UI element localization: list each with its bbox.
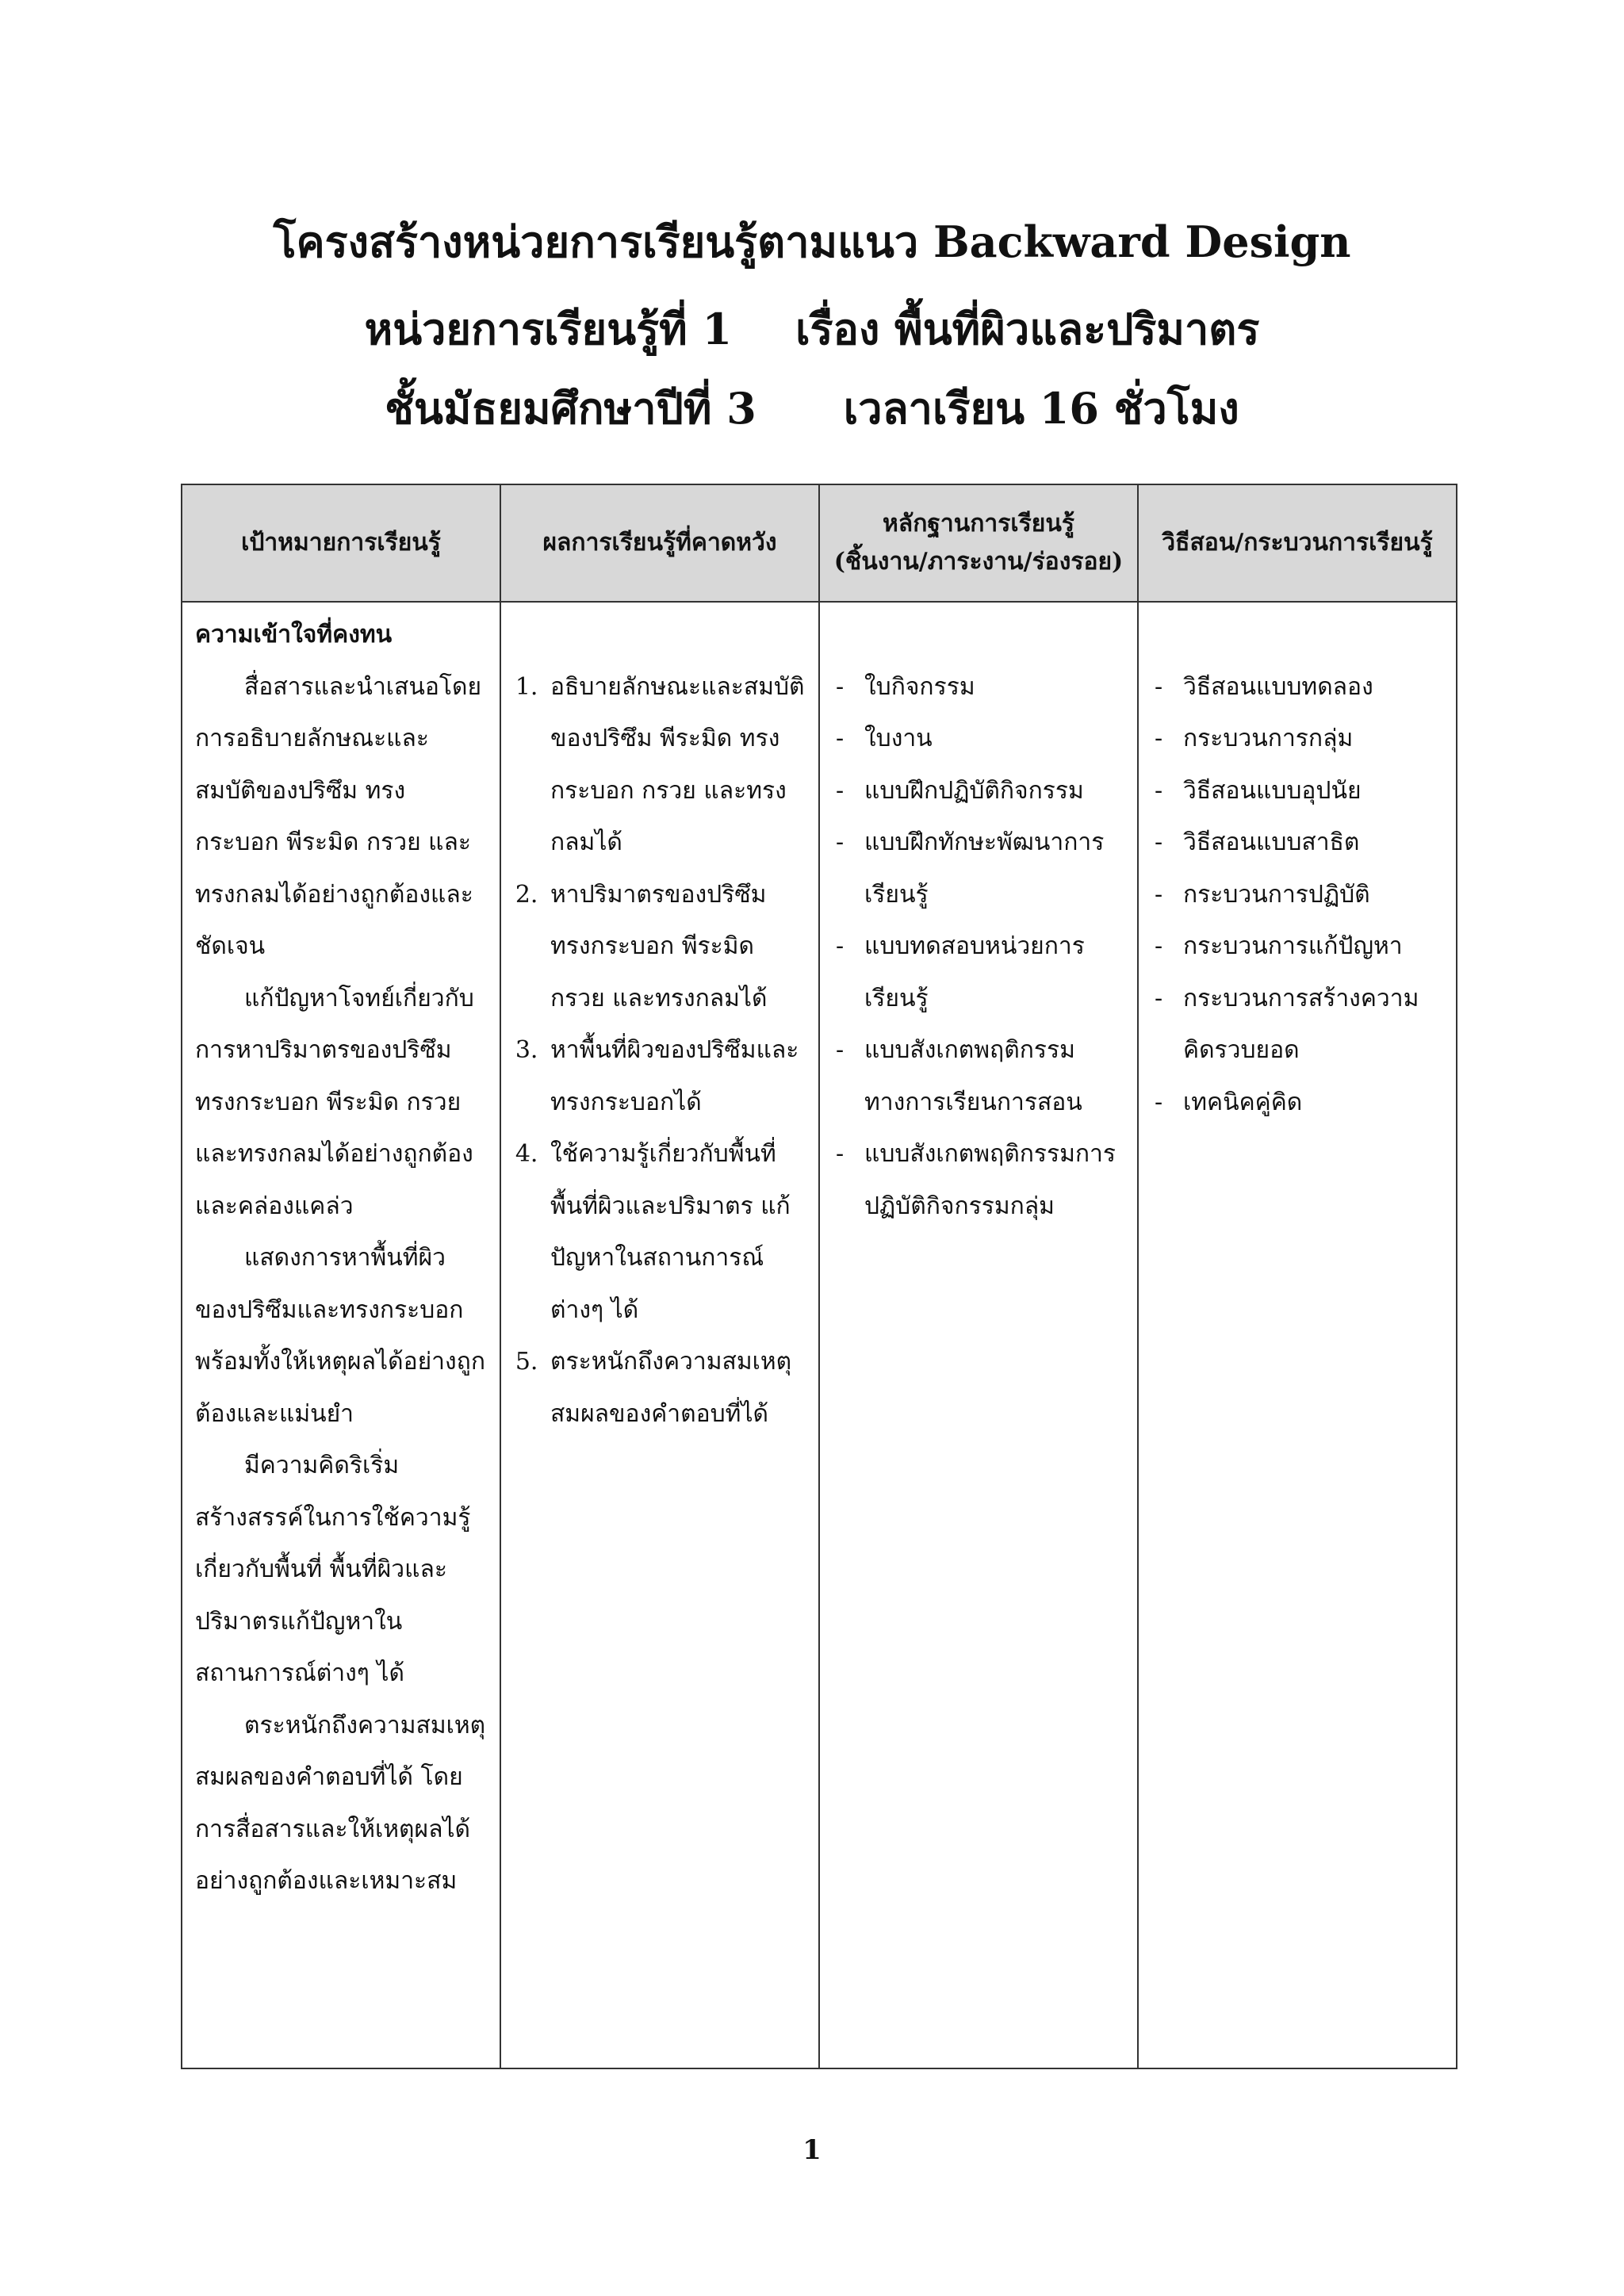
- goal-paragraph: สื่อสารและนำเสนอโดยการอธิบายลักษณะและสมบัติของปริซึม ทรงกระบอก พีระมิด กรวย และทรงกลมได้อย่างถูกต้องและชัดเจน: [195, 672, 482, 960]
- list-item: 5. ตระหนักถึงความสมเหตุสมผลของคำตอบที่ได้: [546, 1336, 806, 1440]
- table-body-row: [182, 602, 1457, 2068]
- study-hours: เวลาเรียน 16 ชั่วโมง: [843, 383, 1239, 434]
- goal-paragraph: แก้ปัญหาโจทย์เกี่ยวกับการหาปริมาตรของปริซึม ทรงกระบอก พีระมิด กรวย และทรงกลมได้อย่างถูกต้องและคล่องแคล่ว: [195, 984, 474, 1220]
- header-evidence-line2: (ชิ้นงาน/ภาระงาน/ร่องรอย): [833, 548, 1124, 576]
- unit-topic: เรื่อง พื้นที่ผิวและปริมาตร: [795, 304, 1260, 354]
- goal-paragraph: มีความคิดริเริ่มสร้างสรรค์ในการใช้ความรู้เกี่ยวกับพื้นที่ พื้นที่ผิวและปริมาตรแก้ปัญหาในสถานการณ์ต่างๆ ได้: [195, 1452, 471, 1687]
- evidence-cell: [819, 602, 1138, 2068]
- document-title: โครงสร้างหน่วยการเรียนรู้ตามแนว Backward Design: [273, 216, 1351, 267]
- header-outcomes: ผลการเรียนรู้ที่คาดหวัง: [500, 484, 819, 602]
- goal-paragraph: ตระหนักถึงความสมเหตุสมผลของคำตอบที่ได้ โดยการสื่อสารและให้เหตุผลได้อย่างถูกต้องและเหมาะสม: [195, 1711, 486, 1895]
- methods-list: [1151, 661, 1443, 1129]
- list-item: - กระบวนการสร้างความคิดรวบยอด: [1151, 973, 1443, 1077]
- methods-cell: [1138, 602, 1457, 2068]
- list-item: - เทคนิคคู่คิด: [1151, 1077, 1443, 1129]
- evidence-list: [833, 661, 1124, 1233]
- list-item: - วิธีสอนแบบสาธิต: [1151, 817, 1443, 869]
- grade-level: ชั้นมัธยมศึกษาปีที่ 3: [385, 383, 756, 434]
- unit-label: หน่วยการเรียนรู้ที่ 1: [364, 304, 733, 354]
- list-item: - กระบวนการกลุ่ม: [1151, 713, 1443, 765]
- page-number: 1: [802, 2134, 822, 2166]
- header-methods: วิธีสอน/กระบวนการเรียนรู้: [1138, 484, 1457, 602]
- list-item: - กระบวนการแก้ปัญหา: [1151, 920, 1443, 973]
- goal-paragraph: แสดงการหาพื้นที่ผิวของปริซึมและทรงกระบอกพร้อมทั้งให้เหตุผลได้อย่างถูกต้องและแม่นยำ: [195, 1244, 485, 1428]
- list-item: - กระบวนการปฏิบัติ: [1151, 869, 1443, 921]
- list-item: 1. อธิบายลักษณะและสมบัติของปริซึม พีระมิด ทรงกระบอก กรวย และทรงกลมได้: [546, 661, 806, 869]
- list-item: - วิธีสอนแบบทดลอง: [1151, 661, 1443, 714]
- list-item: 4. ใช้ความรู้เกี่ยวกับพื้นที่ พื้นที่ผิวและปริมาตร แก้ปัญหาในสถานการณ์ต่างๆ ได้: [546, 1128, 806, 1336]
- list-item: - แบบทดสอบหน่วยการเรียนรู้: [833, 920, 1124, 1024]
- unit-structure-table: [181, 484, 1457, 2069]
- header-goals: เป้าหมายการเรียนรู้: [182, 484, 500, 602]
- list-item: - วิธีสอนแบบอุปนัย: [1151, 765, 1443, 817]
- table-header-row: [182, 484, 1457, 602]
- list-item: - แบบสังเกตพฤติกรรมการปฏิบัติกิจกรรมกลุ่ม: [833, 1128, 1124, 1232]
- header-evidence-line1: หลักฐานการเรียนรู้: [883, 510, 1074, 538]
- list-item: - แบบฝึกปฏิบัติกิจกรรม: [833, 765, 1124, 817]
- grade-line: [0, 383, 1624, 434]
- header-evidence: [819, 484, 1138, 602]
- list-item: - ใบงาน: [833, 713, 1124, 765]
- list-item: - ใบกิจกรรม: [833, 661, 1124, 714]
- outcomes-list: [514, 661, 806, 1441]
- goals-cell: [182, 602, 500, 2068]
- outcomes-cell: [500, 602, 819, 2068]
- list-item: 3. หาพื้นที่ผิวของปริซึมและทรงกระบอกได้: [546, 1024, 806, 1128]
- goals-heading: ความเข้าใจที่คงทน: [195, 621, 393, 649]
- list-item: 2. หาปริมาตรของปริซึม ทรงกระบอก พีระมิด กรวย และทรงกลมได้: [546, 869, 806, 1025]
- unit-line: [0, 304, 1624, 354]
- list-item: - แบบสังเกตพฤติกรรมทางการเรียนการสอน: [833, 1024, 1124, 1128]
- list-item: - แบบฝึกทักษะพัฒนาการเรียนรู้: [833, 817, 1124, 920]
